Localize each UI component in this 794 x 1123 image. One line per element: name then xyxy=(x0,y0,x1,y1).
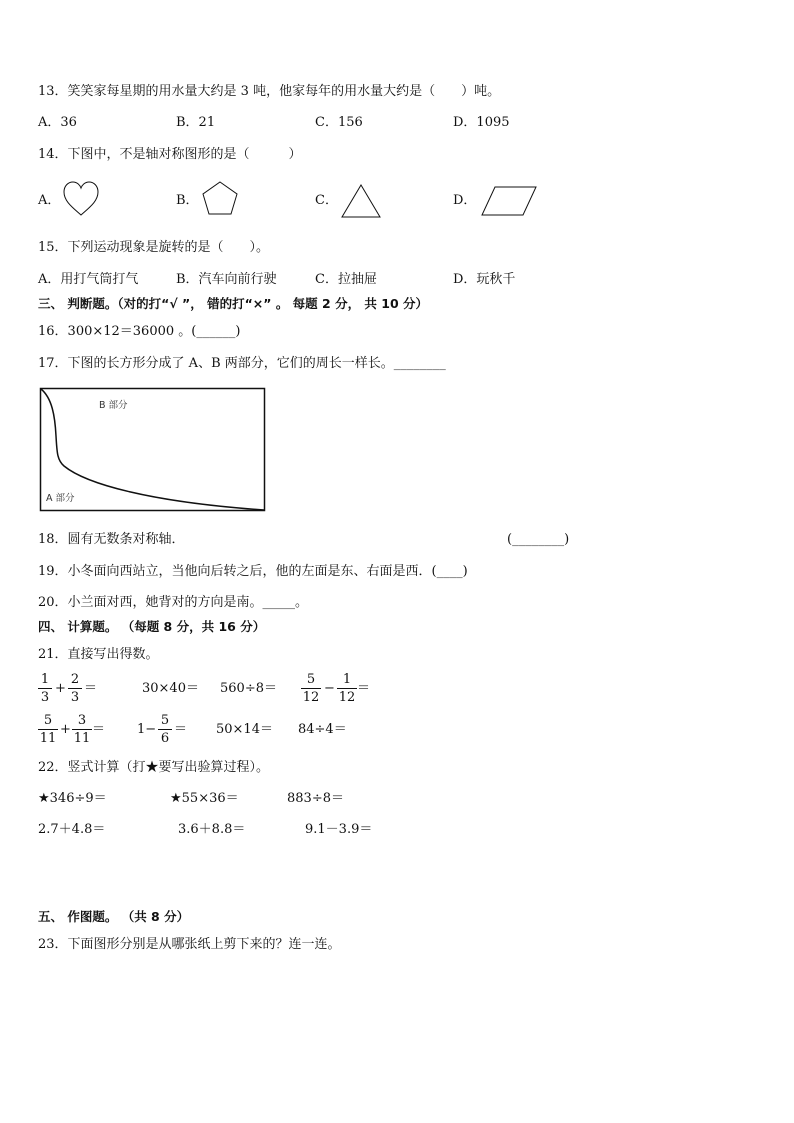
q13-option-b: B．21 xyxy=(176,115,216,130)
q13-option-c: C．156 xyxy=(315,115,363,130)
q22-stem: 22．竖式计算（打★要写出验算过程）。 xyxy=(38,760,270,775)
fraction-2-3: 2 3 xyxy=(68,673,82,704)
calc-2.7plus4.8: 2.7＋4.8＝ xyxy=(38,822,106,837)
op-plus: + xyxy=(55,681,66,696)
q21-stem: 21．直接写出得数。 xyxy=(38,647,159,662)
q13-option-a: A．36 xyxy=(38,115,77,130)
q13-option-d: D．1095 xyxy=(453,115,510,130)
q19-stem: 19．小冬面向西站立，当他向后转之后，他的左面是东、右面是西．(____) xyxy=(38,564,468,579)
q14-label-d: D． xyxy=(453,193,477,208)
q14-label-c: C． xyxy=(315,193,338,208)
calc-84div4: 84÷4＝ xyxy=(298,722,347,737)
q15-option-d: D．玩秋千 xyxy=(453,272,516,287)
q20-stem: 20．小兰面对西，她背对的方向是南。_____。 xyxy=(38,595,309,610)
q18-blank: (________) xyxy=(507,532,570,547)
fraction-5-11: 5 11 xyxy=(39,713,57,746)
q15-option-b: B．汽车向前行驶 xyxy=(176,272,277,287)
q16-stem: 16．300×12＝36000 。(______) xyxy=(38,324,241,339)
fraction-5-12: 5 12 xyxy=(302,672,320,705)
calc-346div9: ★346÷9＝ xyxy=(38,791,107,806)
calc-3.6plus8.8: 3.6＋8.8＝ xyxy=(178,822,246,837)
calc-883div8: 883÷8＝ xyxy=(287,791,344,806)
triangle-shape xyxy=(341,184,381,218)
fraction-1-12: 1 12 xyxy=(338,672,356,705)
heart-shape xyxy=(62,181,100,217)
op-equals: ＝ xyxy=(357,681,371,696)
calc-9.1minus3.9: 9.1－3.9＝ xyxy=(305,822,373,837)
q17-stem: 17．下图的长方形分成了 A、B 两部分，它们的周长一样长。________ xyxy=(38,356,446,371)
calc-50x14: 50×14＝ xyxy=(216,722,273,737)
calc-560div8: 560÷8＝ xyxy=(220,681,277,696)
q14-label-a: A． xyxy=(38,193,61,208)
fraction-5-6: 5 6 xyxy=(158,714,172,745)
q15-option-a: A．用打气筒打气 xyxy=(38,272,139,287)
fraction-3-11: 3 11 xyxy=(73,713,91,746)
q23-stem: 23．下面图形分别是从哪张纸上剪下来的？连一连。 xyxy=(38,937,341,952)
fraction-1-3: 1 3 xyxy=(38,673,52,704)
section-3-heading: 三、 判断题。（对的打“√ ”， 错的打“×” 。 每题 2 分， 共 10 分） xyxy=(38,296,429,311)
calc-30x40: 30×40＝ xyxy=(142,681,199,696)
q15-stem: 15．下列运动现象是旋转的是（ ）。 xyxy=(38,240,270,255)
op-equals: ＝ xyxy=(174,722,188,737)
calc-55x36: ★55×36＝ xyxy=(170,791,239,806)
label-part-a: A 部分 xyxy=(46,493,75,504)
q18-stem: 18．圆有无数条对称轴． xyxy=(38,532,185,547)
section-4-heading: 四、 计算题。 （每题 8 分，共 16 分） xyxy=(38,619,266,634)
op-plus: + xyxy=(60,722,71,737)
op-minus: − xyxy=(324,681,335,696)
calc-one-minus: 1− xyxy=(137,722,157,737)
q14-stem: 14．下图中，不是轴对称图形的是（ ） xyxy=(38,147,302,162)
parallelogram-shape xyxy=(481,186,537,216)
q15-option-c: C．拉抽屉 xyxy=(315,272,377,287)
label-part-b: B 部分 xyxy=(99,400,128,411)
section-5-heading: 五、 作图题。 （共 8 分） xyxy=(38,909,190,924)
pentagon-shape xyxy=(202,181,238,215)
q13-stem: 13．笑笑家每星期的用水量大约是 3 吨，他家每年的用水量大约是（ ）吨。 xyxy=(38,84,501,99)
op-equals: ＝ xyxy=(92,722,106,737)
q14-label-b: B． xyxy=(176,193,199,208)
op-equals: ＝ xyxy=(84,681,98,696)
